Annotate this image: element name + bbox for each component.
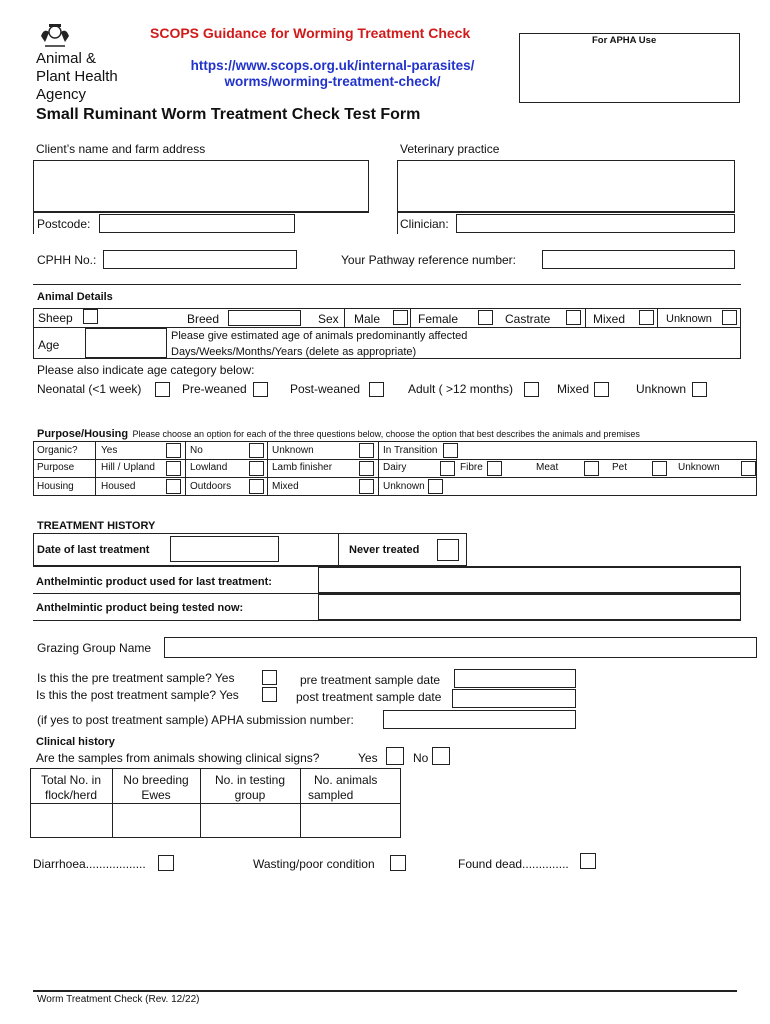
purpose-title: Purpose/Housing [37, 428, 129, 440]
housing-unknown-label: Unknown [383, 481, 425, 492]
pre-sample-date-field[interactable] [454, 669, 576, 688]
neonatal-checkbox[interactable] [155, 382, 170, 397]
organic-transition-label: In Transition [383, 445, 438, 456]
post-sample-yes-label: Yes [219, 688, 239, 702]
lamb-finisher-checkbox[interactable] [359, 461, 374, 476]
clinical-no-checkbox[interactable] [432, 747, 450, 765]
mixed-sex-checkbox[interactable] [639, 310, 654, 325]
organic-transition-checkbox[interactable] [443, 443, 458, 458]
housed-checkbox[interactable] [166, 479, 181, 494]
product-now-label: Anthelmintic product being tested now: [36, 602, 244, 614]
total-flock-field[interactable] [31, 804, 112, 837]
guidance-title: SCOPS Guidance for Worming Treatment Check [150, 25, 471, 41]
post-sample-label: Is this the post treatment sample? [36, 688, 217, 702]
pre-sample-yes-checkbox[interactable] [262, 670, 277, 685]
diarrhoea-checkbox[interactable] [158, 855, 174, 871]
postweaned-label: Post-weaned [290, 382, 361, 396]
clinical-signs-question: Are the samples from animals showing clinical signs? [36, 751, 320, 765]
col-testing-line-2: group [234, 788, 266, 802]
client-label: Client’s name and farm address [36, 142, 206, 156]
mixed-age-label: Mixed [557, 382, 590, 396]
wasting-label: Wasting/poor condition [253, 857, 375, 871]
preweaned-label: Pre-weaned [182, 382, 247, 396]
grazing-group-field[interactable] [164, 637, 757, 658]
unknown-sex-label: Unknown [666, 313, 712, 325]
apha-use-label: For APHA Use [592, 35, 657, 46]
male-label: Male [354, 312, 381, 326]
preweaned-checkbox[interactable] [253, 382, 268, 397]
postcode-label: Postcode: [37, 217, 91, 231]
clinical-no-label: No [413, 751, 429, 765]
client-address-field[interactable] [33, 160, 369, 212]
footer-rule [33, 990, 737, 992]
organic-unknown-label: Unknown [272, 445, 314, 456]
guidance-link[interactable] [150, 58, 515, 90]
purpose-instruction: Please choose an option for each of the three questions below, choose the option that best describes the animals and premises [132, 429, 640, 439]
form-title: Small Ruminant Worm Treatment Check Test Form [36, 106, 421, 123]
footer-revision: Worm Treatment Check (Rev. 12/22) [37, 994, 200, 1005]
male-checkbox[interactable] [393, 310, 408, 325]
meat-label: Meat [536, 462, 559, 473]
purpose-unknown-checkbox[interactable] [741, 461, 756, 476]
testing-group-field[interactable] [201, 804, 300, 837]
clinical-history-title: Clinical history [36, 736, 115, 748]
hill-upland-label: Hill / Upland [101, 462, 155, 473]
organic-yes-label: Yes [101, 445, 118, 456]
unknown-age-checkbox[interactable] [692, 382, 707, 397]
fibre-checkbox[interactable] [487, 461, 502, 476]
apha-submission-label: (if yes to post treatment sample) APHA submission number: [37, 713, 354, 727]
organic-label: Organic? [37, 445, 78, 456]
fibre-label: Fibre [460, 462, 483, 473]
never-treated-checkbox[interactable] [437, 539, 459, 561]
sheep-label: Sheep [38, 311, 73, 325]
lamb-finisher-label: Lamb finisher [272, 462, 333, 473]
guidance-url-line-2[interactable]: worms/worming-treatment-check/ [224, 74, 441, 89]
col-breeding-line-2: Ewes [141, 788, 171, 802]
unknown-sex-checkbox[interactable] [722, 310, 737, 325]
col-total-header [30, 773, 112, 803]
product-last-field[interactable] [318, 567, 741, 593]
post-sample-question [36, 688, 239, 702]
animals-sampled-field[interactable] [301, 804, 400, 837]
housing-mixed-checkbox[interactable] [359, 479, 374, 494]
clinician-label: Clinician: [400, 217, 449, 231]
organic-unknown-checkbox[interactable] [359, 443, 374, 458]
organic-no-checkbox[interactable] [249, 443, 264, 458]
neonatal-label: Neonatal (<1 week) [37, 382, 142, 396]
col-breeding-line-1: No breeding [123, 773, 189, 787]
mixed-sex-label: Mixed [593, 312, 626, 326]
lowland-label: Lowland [190, 462, 228, 473]
animal-details-title: Animal Details [37, 291, 113, 303]
adult-label: Adult ( >12 months) [408, 382, 514, 396]
unknown-age-label: Unknown [636, 382, 687, 396]
col-sampled-line-1: No. animals [314, 773, 378, 787]
date-last-treatment-label: Date of last treatment [37, 544, 150, 556]
col-total-line-2: flock/herd [44, 788, 98, 802]
outdoors-checkbox[interactable] [249, 479, 264, 494]
housing-unknown-checkbox[interactable] [428, 479, 443, 494]
mixed-age-checkbox[interactable] [594, 382, 609, 397]
date-last-treatment-field[interactable] [170, 536, 279, 562]
clinical-yes-label: Yes [358, 751, 378, 765]
organic-no-label: No [190, 445, 203, 456]
diarrhoea-label: Diarrhoea.................. [33, 857, 146, 871]
pre-sample-label: Is this the pre treatment sample? [37, 671, 212, 685]
found-dead-checkbox[interactable] [580, 853, 596, 869]
purpose-label: Purpose [37, 462, 75, 473]
cphh-field[interactable] [103, 250, 297, 269]
col-testing-line-1: No. in testing [214, 773, 286, 787]
pet-checkbox[interactable] [652, 461, 667, 476]
age-category-prompt: Please also indicate age category below: [37, 363, 255, 377]
female-label: Female [418, 312, 459, 326]
breed-field[interactable] [228, 310, 301, 326]
housing-mixed-label: Mixed [272, 481, 299, 492]
age-label: Age [38, 338, 60, 352]
vet-label: Veterinary practice [400, 142, 500, 156]
postweaned-checkbox[interactable] [369, 382, 384, 397]
post-sample-date-field[interactable] [452, 689, 576, 708]
dairy-label: Dairy [383, 462, 407, 473]
dairy-checkbox[interactable] [440, 461, 455, 476]
cphh-label: CPHH No.: [37, 253, 97, 267]
female-checkbox[interactable] [478, 310, 493, 325]
product-last-label: Anthelmintic product used for last treatment: [36, 576, 272, 588]
castrate-checkbox[interactable] [566, 310, 581, 325]
housing-label: Housing [37, 481, 74, 492]
breeding-ewes-field[interactable] [113, 804, 200, 837]
grazing-group-label: Grazing Group Name [37, 641, 152, 655]
pre-sample-question [37, 671, 234, 685]
product-now-field[interactable] [318, 594, 741, 620]
breed-label: Breed [187, 312, 220, 326]
agency-line-2: Plant Health [36, 68, 118, 85]
pathway-ref-field[interactable] [542, 250, 735, 269]
housed-label: Housed [101, 481, 136, 492]
guidance-url-line-1[interactable]: https://www.scops.org.uk/internal-parasites/ [190, 58, 475, 73]
meat-checkbox[interactable] [584, 461, 599, 476]
adult-checkbox[interactable] [524, 382, 539, 397]
post-sample-yes-checkbox[interactable] [262, 687, 277, 702]
never-treated-label: Never treated [349, 544, 420, 556]
pre-sample-date-label: pre treatment sample date [300, 673, 441, 687]
clinical-yes-checkbox[interactable] [386, 747, 404, 765]
pet-label: Pet [612, 462, 628, 473]
outdoors-label: Outdoors [190, 481, 232, 492]
vet-practice-field[interactable] [397, 160, 735, 212]
wasting-checkbox[interactable] [390, 855, 406, 871]
apha-use-box[interactable] [519, 33, 740, 103]
age-field[interactable] [85, 328, 167, 358]
age-note-1: Please give estimated age of animals predominantly affected [171, 330, 468, 342]
col-sampled-header [308, 773, 396, 803]
lowland-checkbox[interactable] [249, 461, 264, 476]
apha-submission-field[interactable] [383, 710, 576, 729]
sex-label: Sex [318, 312, 339, 326]
clinician-field[interactable] [456, 214, 735, 233]
age-note-2: Days/Weeks/Months/Years (delete as appropriate) [171, 346, 417, 358]
pre-sample-yes-label: Yes [214, 671, 235, 685]
col-breeding-header [112, 773, 200, 803]
agency-line-1: Animal & [36, 50, 97, 67]
organic-yes-checkbox[interactable] [166, 443, 181, 458]
purpose-header [37, 424, 640, 442]
treatment-history-title: TREATMENT HISTORY [37, 520, 156, 532]
pathway-ref-label: Your Pathway reference number: [341, 253, 516, 267]
col-total-line-1: Total No. in [40, 773, 102, 787]
agency-name [36, 50, 118, 104]
castrate-label: Castrate [505, 312, 551, 326]
hill-upland-checkbox[interactable] [166, 461, 181, 476]
sheep-checkbox[interactable] [83, 309, 98, 324]
purpose-unknown-label: Unknown [678, 462, 720, 473]
col-testing-header [200, 773, 300, 803]
found-dead-label: Found dead.............. [458, 857, 569, 871]
col-sampled-line-2: sampled [308, 788, 354, 802]
post-sample-date-label: post treatment sample date [296, 690, 442, 704]
agency-line-3: Agency [36, 86, 87, 103]
postcode-field[interactable] [99, 214, 295, 233]
